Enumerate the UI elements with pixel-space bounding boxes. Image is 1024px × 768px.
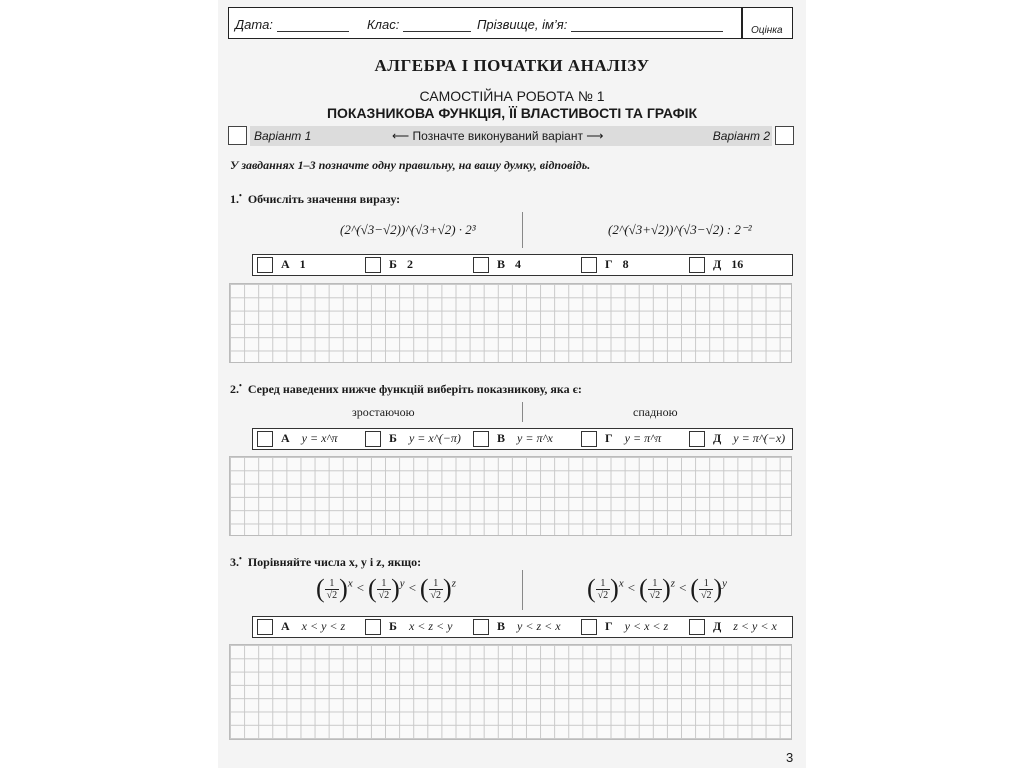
q1-option-c[interactable]: В 4 [473, 257, 521, 273]
q2-option-c[interactable]: В y = π^x [473, 431, 553, 447]
q2-option-e[interactable]: Д y = π^(−x) [689, 431, 785, 447]
question-3: 3.• Порівняйте числа x, y і z, якщо: [230, 554, 422, 569]
checkbox[interactable] [581, 431, 597, 447]
variant-divider [522, 212, 523, 248]
q3-answer-options [252, 616, 793, 638]
q1-option-e[interactable]: Д 16 [689, 257, 743, 273]
page-number: 3 [786, 750, 794, 765]
q1-answer-options [252, 254, 793, 276]
checkbox[interactable] [365, 619, 381, 635]
q2-option-d[interactable]: Г y = π^π [581, 431, 661, 447]
variant2-checkbox[interactable] [775, 126, 794, 145]
checkbox[interactable] [257, 619, 273, 635]
student-info-header [228, 7, 793, 39]
q1-expression-left: (2^(√3−√2))^(√3+√2) · 2³ [340, 222, 476, 237]
header-divider [741, 8, 743, 38]
checkbox[interactable] [689, 619, 705, 635]
work-title: САМОСТІЙНА РОБОТА № 1 [419, 88, 605, 104]
q1-expression-right: (2^(√3+√2))^(√3−√2) : 2⁻² [608, 222, 752, 237]
topic-title: ПОКАЗНИКОВА ФУНКЦІЯ, ЇЇ ВЛАСТИВОСТІ ТА ГРАФІК [326, 105, 698, 121]
checkbox[interactable] [257, 431, 273, 447]
checkbox[interactable] [473, 257, 489, 273]
checkbox[interactable] [473, 431, 489, 447]
q3-option-e[interactable]: Д z < y < x [689, 619, 777, 635]
class-field[interactable]: Клас: [367, 17, 471, 32]
checkbox[interactable] [473, 619, 489, 635]
checkbox[interactable] [365, 257, 381, 273]
grade-label: Оцінка [751, 25, 783, 36]
checkbox[interactable] [689, 257, 705, 273]
q1-option-a[interactable]: А 1 [257, 257, 306, 273]
q1-option-d[interactable]: Г 8 [581, 257, 629, 273]
q2-sub-right: спадною [633, 405, 678, 419]
q2-scratch-grid[interactable] [229, 456, 792, 536]
q1-option-b[interactable]: Б 2 [365, 257, 413, 273]
variant-divider [522, 402, 523, 422]
question-2: 2.• Серед наведених нижче функцій виберіть показникову, яка є: [230, 381, 582, 396]
subject-title: АЛГЕБРА І ПОЧАТКИ АНАЛІЗУ [374, 56, 650, 75]
variant1-checkbox[interactable] [228, 126, 247, 145]
q3-option-c[interactable]: В y < z < x [473, 619, 561, 635]
checkbox[interactable] [365, 431, 381, 447]
q2-sub-left: зростаючою [352, 405, 415, 419]
variant-instruction: ⟵ Позначте виконуваний варіант ⟶ [392, 129, 604, 143]
q2-option-a[interactable]: А y = x^π [257, 431, 338, 447]
q3-expression-left: ( $\frac{1}{√2}$ )$^x$ < ( $\frac{1}{√2}$ )$^y$ < ( $\frac{1}{√2}$ )$^z$ [316, 574, 456, 603]
instructions-text: У завданнях 1–3 позначте одну правильну, на вашу думку, відповідь. [230, 158, 591, 172]
q3-scratch-grid[interactable] [229, 644, 792, 740]
q3-option-b[interactable]: Б x < z < y [365, 619, 452, 635]
q2-option-b[interactable]: Б y = x^(−π) [365, 431, 461, 447]
q2-answer-options [252, 428, 793, 450]
variant1-label: Варіант 1 [254, 129, 312, 143]
name-field[interactable]: Прізвище, ім’я: [477, 17, 723, 32]
variant-selector [228, 126, 794, 146]
variant-divider [522, 570, 523, 610]
date-field[interactable]: Дата: [235, 17, 349, 32]
checkbox[interactable] [581, 257, 597, 273]
variant2-label: Варіант 2 [712, 129, 770, 143]
question-1: 1.• Обчисліть значення виразу: [230, 191, 401, 206]
checkbox[interactable] [257, 257, 273, 273]
q3-option-d[interactable]: Г y < x < z [581, 619, 668, 635]
q1-scratch-grid[interactable] [229, 283, 792, 363]
checkbox[interactable] [689, 431, 705, 447]
checkbox[interactable] [581, 619, 597, 635]
q3-option-a[interactable]: А x < y < z [257, 619, 345, 635]
q3-expression-right: ( $\frac{1}{√2}$ )$^x$ < ( $\frac{1}{√2}$ )$^z$ < ( $\frac{1}{√2}$ )$^y$ [587, 574, 727, 603]
